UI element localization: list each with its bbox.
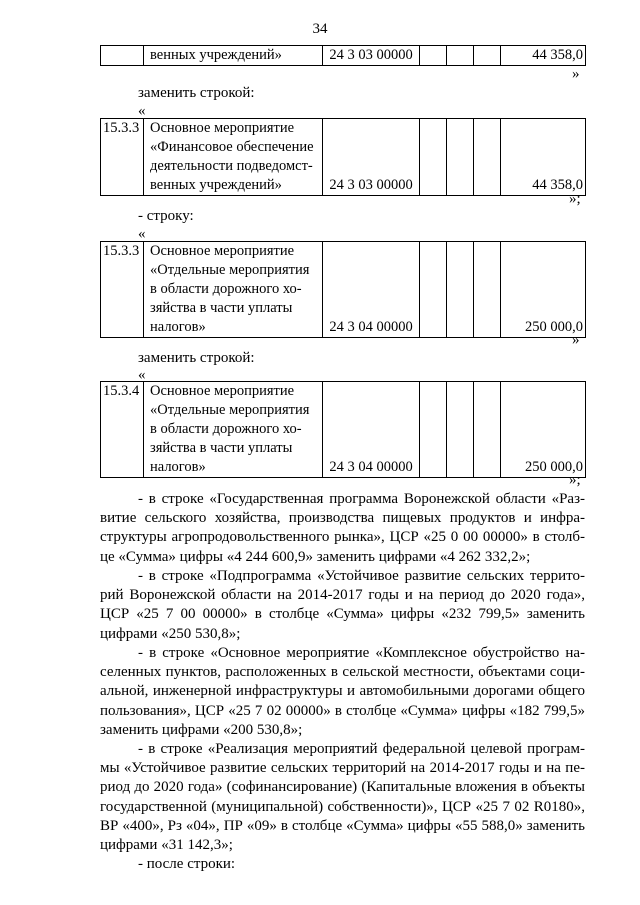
row-rz — [447, 119, 474, 196]
row-csr: 24 3 03 00000 — [323, 46, 420, 66]
row-vr — [420, 46, 447, 66]
budget-table-original — [100, 241, 586, 338]
row-number: 15.3.3 — [101, 242, 144, 338]
open-quote: « — [138, 103, 146, 119]
replace-label: заменить строкой: — [138, 85, 255, 101]
row-pr — [474, 46, 501, 66]
table-row — [101, 382, 586, 478]
row-pr — [474, 242, 501, 338]
close-quote: » — [572, 332, 580, 348]
row-csr: 24 3 04 00000 — [323, 382, 420, 478]
row-name: Основное мероприятие «Отдельные мероприятия в области дорожного хо- зяйства в части уплаты налогов» — [144, 242, 323, 338]
row-number — [101, 46, 144, 66]
paragraph: - в строке «Подпрограмма «Устойчивое развитие сельских террито- рий Воронежской области на 2014-2017 годы и на период до 2020 года», ЦСР «25 7 00 00000» в столбце «Сумма» цифры «232 799,5» заменить цифрами «250 530,8»; — [100, 568, 585, 642]
row-sum: 250 000,0 — [501, 382, 586, 478]
after-line-label: - после строки: — [138, 856, 236, 872]
open-quote: « — [138, 226, 146, 242]
close-quote: »; — [569, 472, 581, 488]
row-number: 15.3.4 — [101, 382, 144, 478]
row-sum: 44 358,0 — [501, 46, 586, 66]
paragraph: - в строке «Основное мероприятие «Комплексное обустройство на- селенных пунктов, расположенных в сельской местности, объектами соци- альной, инженерной инфраструктуры и автомобильными дорогами общего пользования», ЦСР «25 7 02 00000» в столбце «Сумма» цифры «182 799,5» заменить цифрами «200 530,8»; — [100, 645, 585, 738]
string-label: - строку: — [138, 208, 194, 224]
row-vr — [420, 119, 447, 196]
row-name: Основное мероприятие «Финансовое обеспечение деятельности подведомст- венных учреждений» — [144, 119, 323, 196]
table-row — [101, 46, 586, 66]
open-quote: « — [138, 367, 146, 383]
row-csr: 24 3 03 00000 — [323, 119, 420, 196]
row-rz — [447, 242, 474, 338]
close-quote: »; — [569, 191, 581, 207]
row-pr — [474, 382, 501, 478]
row-rz — [447, 382, 474, 478]
row-name: Основное мероприятие «Отдельные мероприятия в области дорожного хо- зяйства в части уплаты налогов» — [144, 382, 323, 478]
row-rz — [447, 46, 474, 66]
row-sum: 44 358,0 — [501, 119, 586, 196]
row-sum: 250 000,0 — [501, 242, 586, 338]
replace-label: заменить строкой: — [138, 350, 255, 366]
budget-table-fragment — [100, 45, 586, 66]
page-number: 34 — [312, 21, 328, 37]
row-vr — [420, 242, 447, 338]
paragraph: - в строке «Государственная программа Воронежской области «Раз- витие сельского хозяйства, производства пищевых продуктов и инфра- структуры агропродовольственного рынка», ЦСР «25 0 00 00000» в столб- це «Сумма» цифры «4 244 600,9» заменить цифрами «4 262 332,2»; — [100, 491, 585, 565]
table-row — [101, 119, 586, 196]
paragraph: - в строке «Реализация мероприятий федеральной целевой програм- мы «Устойчивое развитие сельских территорий на 2014-2017 годы и на пе- риод до 2020 года» (софинансирование) (Капитальные вложения в объекты государственной (муниципальной) собственности)», ЦСР «25 7 02 R0180», ВР «400», Рз «04», ПР «09» в столбце «Сумма» цифры «55 588,0» заменить цифрами «31 142,3»; — [100, 741, 585, 854]
budget-table-replacement — [100, 118, 586, 196]
row-number: 15.3.3 — [101, 119, 144, 196]
row-pr — [474, 119, 501, 196]
row-csr: 24 3 04 00000 — [323, 242, 420, 338]
table-row — [101, 242, 586, 338]
row-vr — [420, 382, 447, 478]
close-quote: » — [572, 66, 580, 82]
row-name: венных учреждений» — [144, 46, 323, 66]
budget-table-replacement — [100, 381, 586, 478]
